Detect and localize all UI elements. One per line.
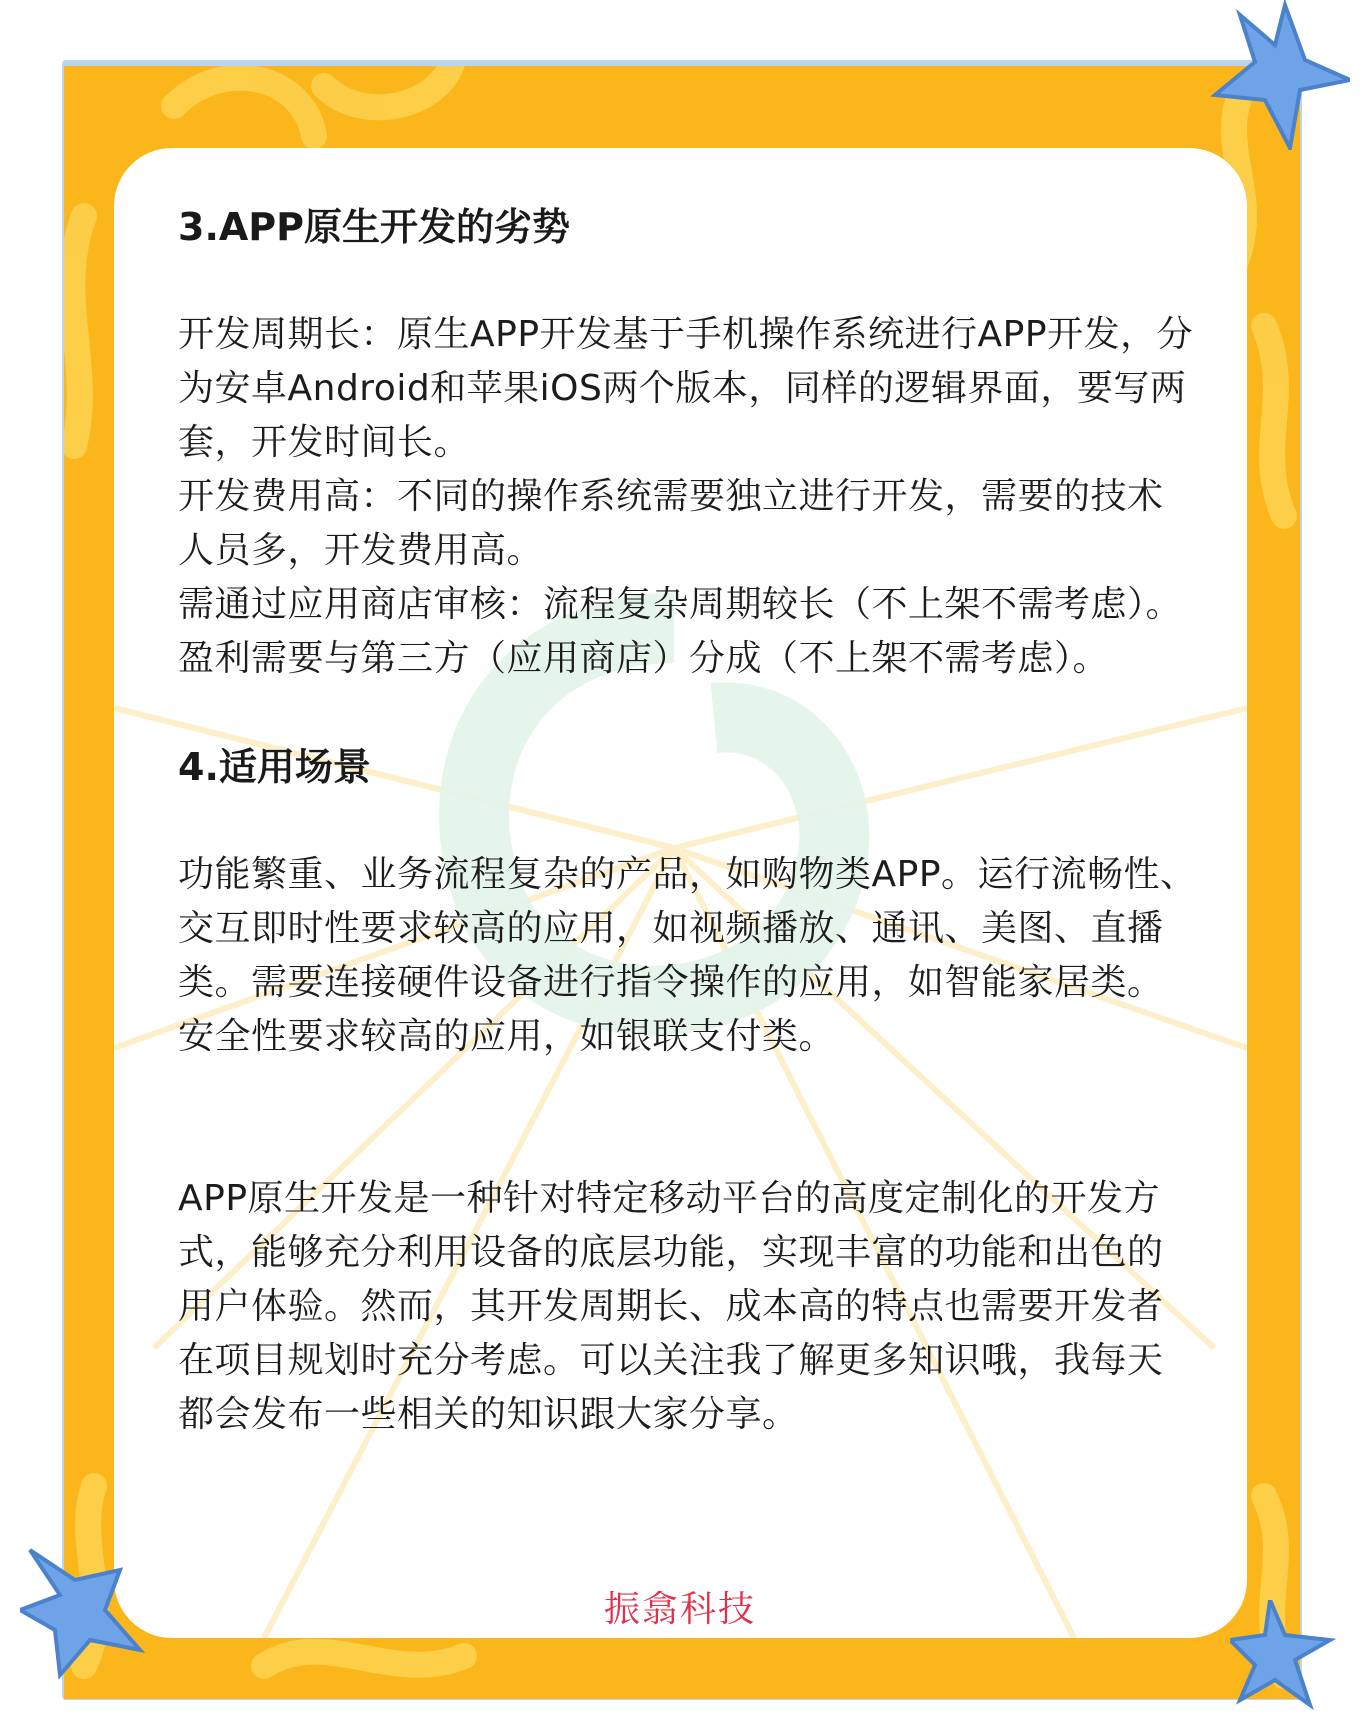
section-3-heading: 3.APP原生开发的劣势 bbox=[178, 205, 570, 249]
poster-frame bbox=[64, 66, 1300, 1699]
section-3-paragraph-3: 需通过应用商店审核：流程复杂周期较长（不上架不需考虑）。 bbox=[178, 584, 1183, 625]
summary-paragraph: APP原生开发是一种针对特定移动平台的高度定制化的开发方式，能够充分利用设备的底层功能，实现丰富的功能和出色的用户体验。然而，其开发周期长、成本高的特点也需要开发者在项目规划时充分考虑。可以关注我了解更多知识哦，我每天都会发布一些相关的知识跟大家分享。 bbox=[178, 1178, 1164, 1435]
star-icon bbox=[1180, 0, 1350, 150]
section-3-paragraph-4: 盈利需要与第三方（应用商店）分成（不上架不需考虑）。 bbox=[178, 638, 1110, 679]
section-4-heading: 4.适用场景 bbox=[178, 745, 371, 789]
content-card bbox=[114, 148, 1247, 1638]
section-4-paragraph: 功能繁重、业务流程复杂的产品，如购物类APP。运行流畅性、交互即时性要求较高的应用，如视频播放、通讯、美图、直播类。需要连接硬件设备进行指令操作的应用，如智能家居类。安全性要求较高的应用，如银联支付类。 bbox=[178, 854, 1197, 1057]
section-3-paragraph-1: 开发周期长：原生APP开发基于手机操作系统进行APP开发，分为安卓Android和苹果iOS两个版本，同样的逻辑界面，要写两套，开发时间长。 bbox=[178, 314, 1194, 463]
brand-name: 振翕科技 bbox=[603, 1589, 756, 1630]
section-3-paragraph-2: 开发费用高：不同的操作系统需要独立进行开发，需要的技术人员多，开发费用高。 bbox=[178, 476, 1164, 571]
article-content bbox=[178, 200, 1198, 1442]
